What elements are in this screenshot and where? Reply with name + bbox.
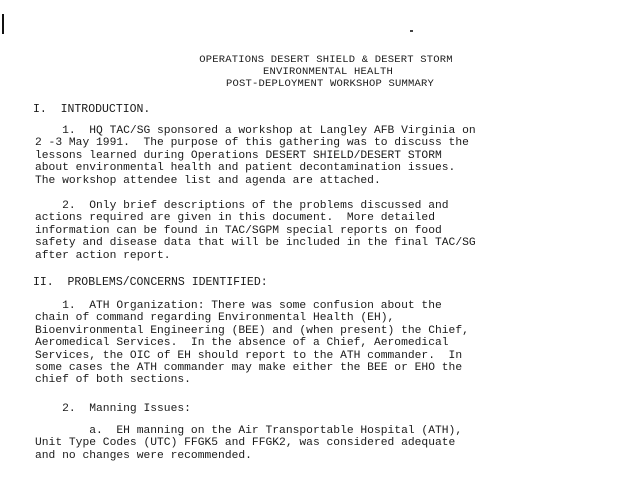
paragraph-5-line: and no changes were recommended. (35, 449, 252, 462)
paragraph-3-line: Services, the OIC of EH should report to the ATH commander. In (35, 349, 463, 362)
paragraph-manning-issues (35, 403, 635, 415)
title-line-3: POST-DEPLOYMENT WORKSHOP SUMMARY (225, 78, 435, 90)
paragraph-3-line: some cases the ATH commander may make either the BEE or EHO the (35, 362, 463, 375)
paragraph-1-line: 1. HQ TAC/SG sponsored a workshop at Langley AFB Virginia on (35, 125, 476, 137)
paragraph-2-line: actions required are given in this document. More detailed (35, 212, 435, 225)
paragraph-1-line: The workshop attendee list and agenda are attached. (35, 174, 381, 187)
paragraph-2-line: after action report. (35, 249, 171, 262)
paragraph-1-line: about environmental health and patient decontamination issues. (35, 162, 456, 175)
paragraph-3-line: chief of both sections. (35, 374, 191, 387)
paragraph-2-line: 2. Only brief descriptions of the problems discussed and (35, 200, 449, 212)
cut-off-text-line (110, 474, 630, 480)
title-line-2: ENVIRONMENTAL HEALTH (262, 66, 394, 78)
paragraph-3-line: chain of command regarding Environmental Health (EH), (35, 312, 395, 325)
paragraph-eh-manning (35, 425, 635, 462)
paragraph-2-line: information can be found in TAC/SGPM special reports on food (35, 224, 442, 237)
paragraph-2-line: safety and disease data that will be included in the final TAC/SG (35, 237, 476, 250)
paragraph-3-line: Aeromedical Services. In the absence of a Chief, Aeromedical (35, 337, 449, 350)
paragraph-1 (35, 125, 635, 187)
title-line-1: OPERATIONS DESERT SHIELD & DESERT STORM (199, 54, 453, 66)
paragraph-3-line: 1. ATH Organization: There was some confusion about the (35, 300, 442, 312)
section-heading-problems: II. PROBLEMS/CONCERNS IDENTIFIED: (33, 276, 268, 289)
paragraph-3-line: Bioenvironmental Engineering (BEE) and (when present) the Chief, (35, 324, 469, 337)
paragraph-1-line: 2 -3 May 1991. The purpose of this gathering was to discuss the (35, 137, 469, 150)
paragraph-4-line: 2. Manning Issues: (35, 403, 191, 415)
scan-edge-mark (2, 14, 4, 34)
scan-speck (410, 30, 413, 32)
section-heading-introduction: I. INTRODUCTION. (33, 103, 151, 116)
paragraph-5-line: a. EH manning on the Air Transportable Hospital (ATH), (35, 425, 463, 437)
paragraph-2 (35, 200, 635, 262)
paragraph-5-line: Unit Type Codes (UTC) FFGK5 and FFGK2, was considered adequate (35, 437, 456, 450)
paragraph-1-line: lessons learned during Operations DESERT SHIELD/DESERT STORM (35, 149, 442, 162)
paragraph-ath-organization (35, 300, 635, 387)
